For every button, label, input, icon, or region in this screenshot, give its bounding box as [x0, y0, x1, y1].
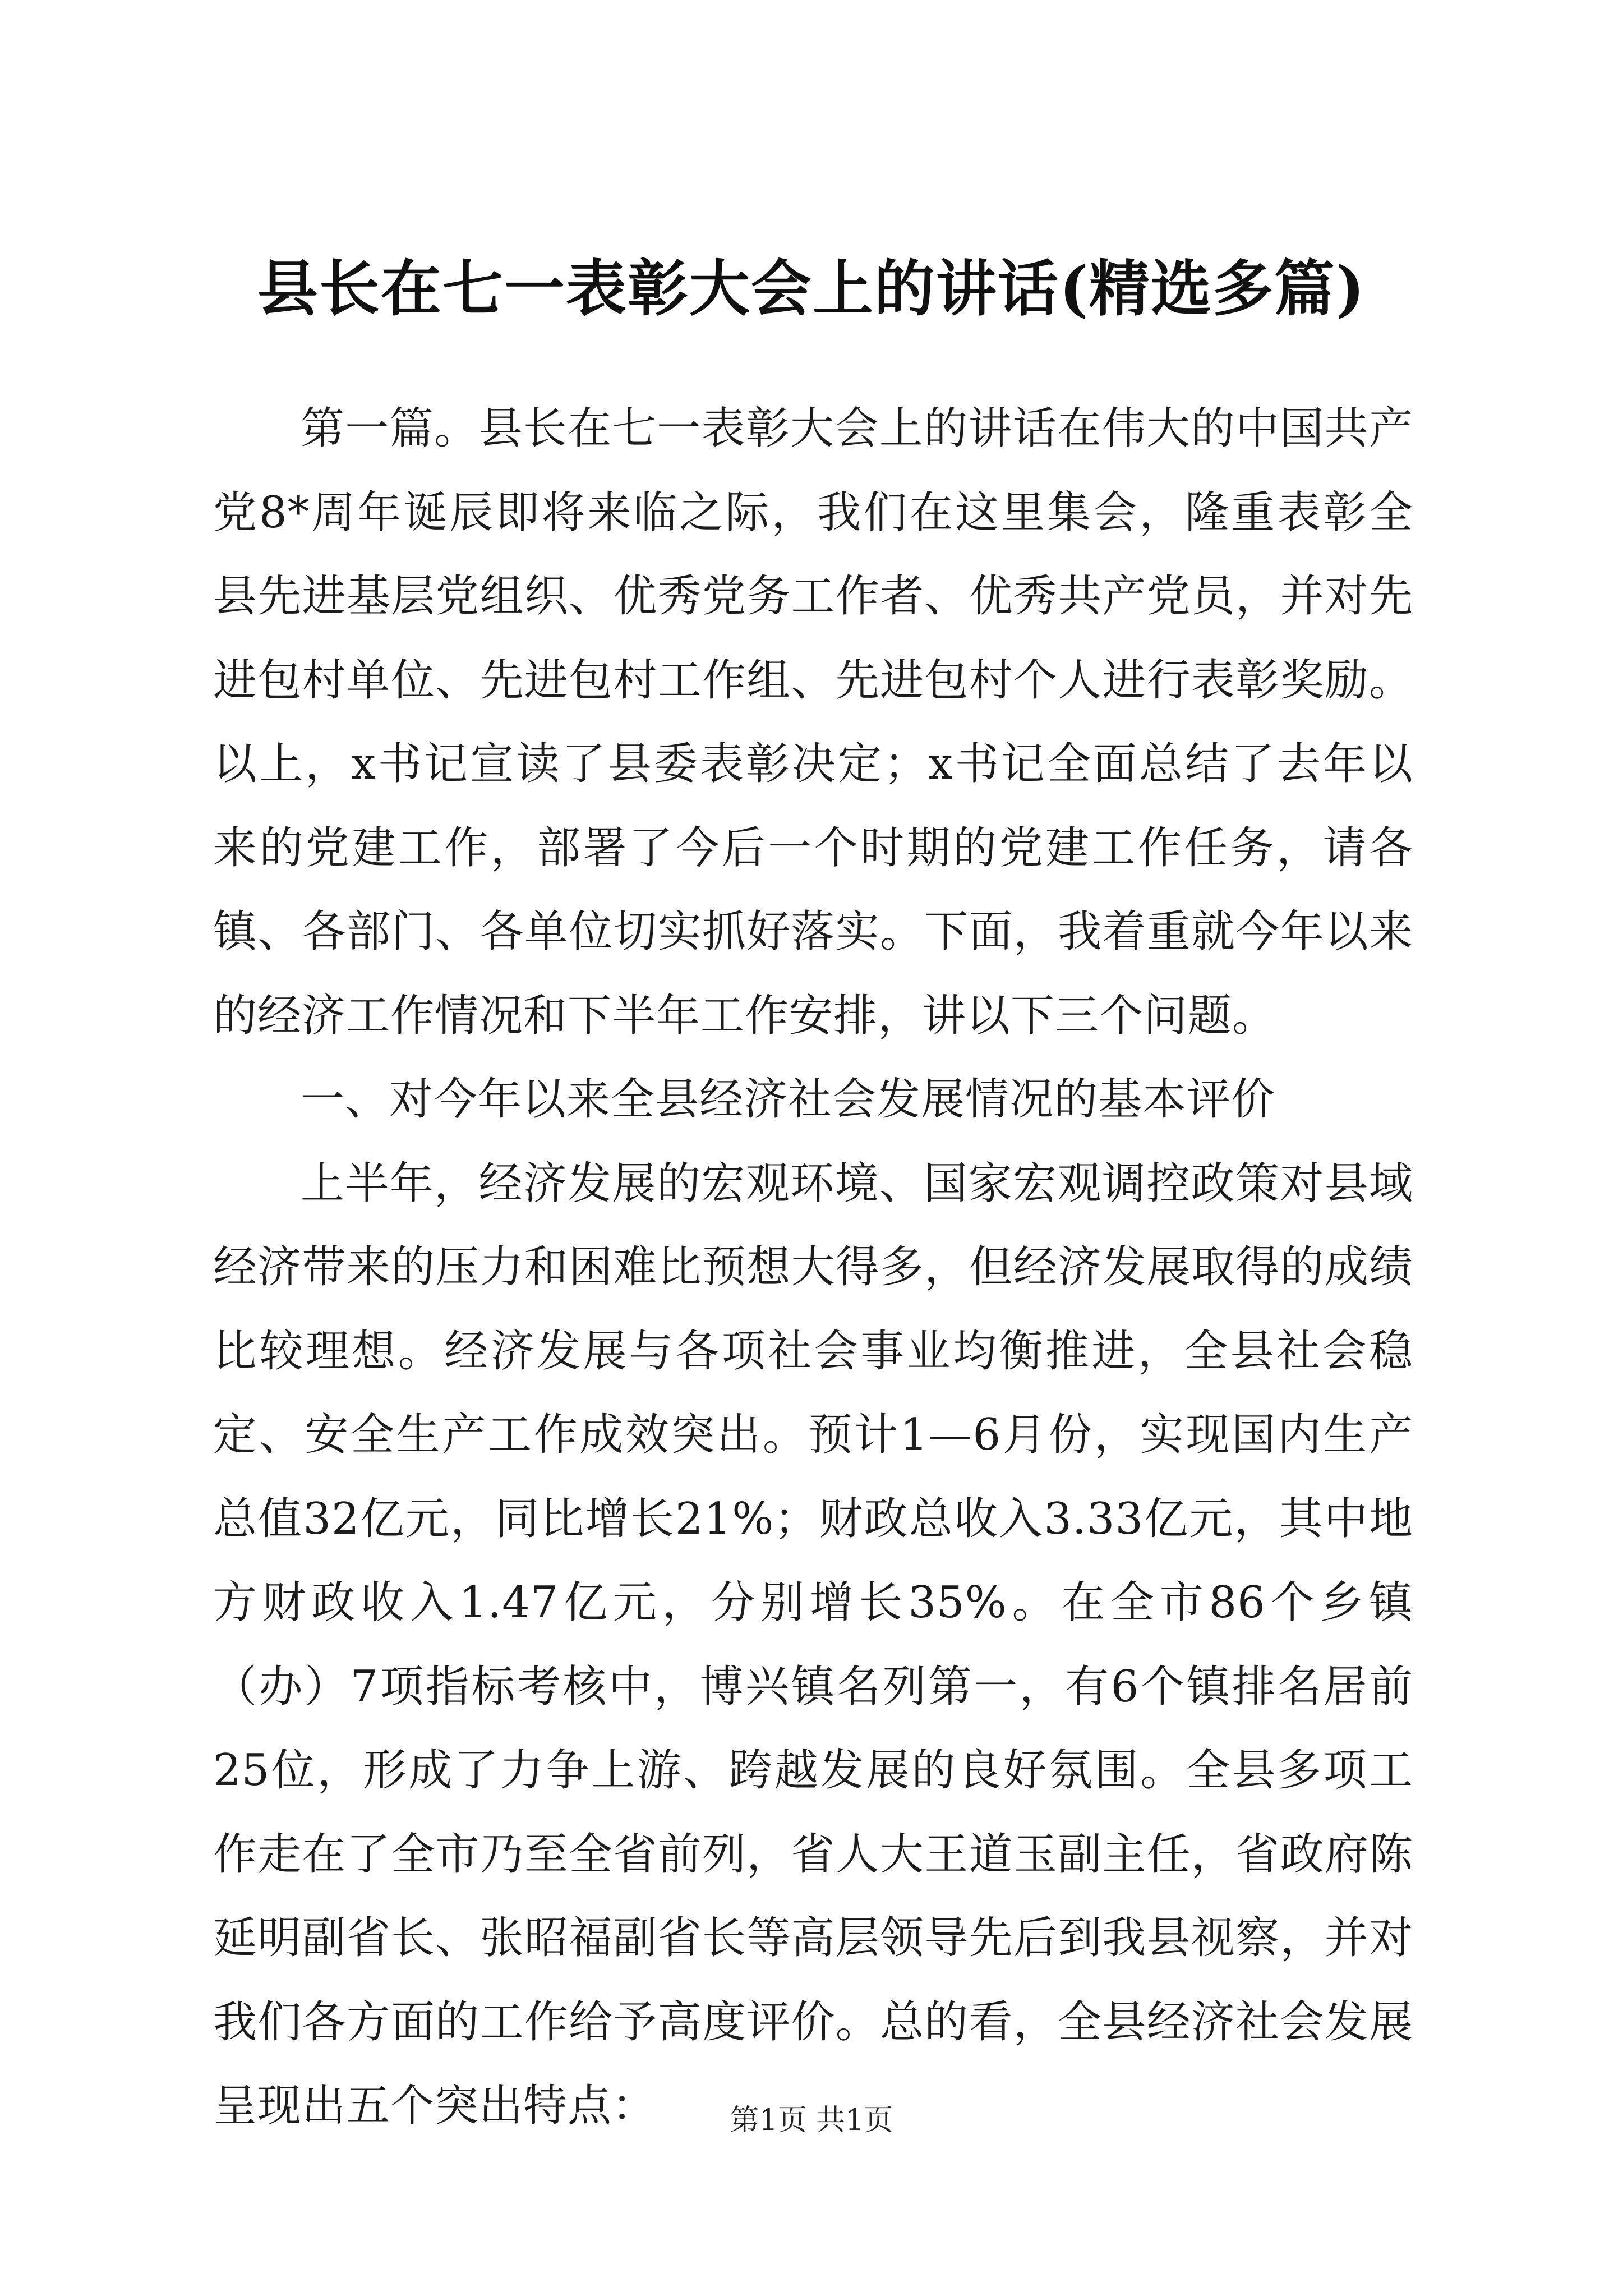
- paragraph-evaluation: 上半年，经济发展的宏观环境、国家宏观调控政策对县域经济带来的压力和困难比预想大得多，但经济发展取得的成绩比较理想。经济发展与各项社会事业均衡推进，全县社会稳定、安全生产工作成效突出。预计1—6月份，实现国内生产总值32亿元，同比增长21%；财政总收入3.33亿元，其中地方财政收入1.47亿元，分别增长35%。在全市86个乡镇（办）7项指标考核中，博兴镇名列第一，有6个镇排名居前25位，形成了力争上游、跨越发展的良好氛围。全县多项工作走在了全市乃至全省前列，省人大王道玉副主任，省政府陈延明副省长、张昭福副省长等高层领导先后到我县视察，并对我们各方面的工作给予高度评价。总的看，全县经济社会发展呈现出五个突出特点：: [213, 1158, 1413, 2131]
- page-footer: 第1页 共1页: [730, 2104, 893, 2137]
- document-body: [213, 387, 1413, 2148]
- paragraph-intro: 第一篇。县长在七一表彰大会上的讲话在伟大的中国共产党8*周年诞辰即将来临之际，我们在这里集会，隆重表彰全县先进基层党组织、优秀党务工作者、优秀共产党员，并对先进包村单位、先进包村工作组、先进包村个人进行表彰奖励。以上，x书记宣读了县委表彰决定；x书记全面总结了去年以来的党建工作，部署了今后一个时期的党建工作任务，请各镇、各部门、各单位切实抓好落实。下面，我着重就今年以来的经济工作情况和下半年工作安排，讲以下三个问题。: [213, 403, 1413, 1041]
- document-title: 县长在七一表彰大会上的讲话(精选多篇): [257, 254, 1366, 324]
- section-heading-1: 一、对今年以来全县经济社会发展情况的基本评价: [301, 1074, 1276, 1125]
